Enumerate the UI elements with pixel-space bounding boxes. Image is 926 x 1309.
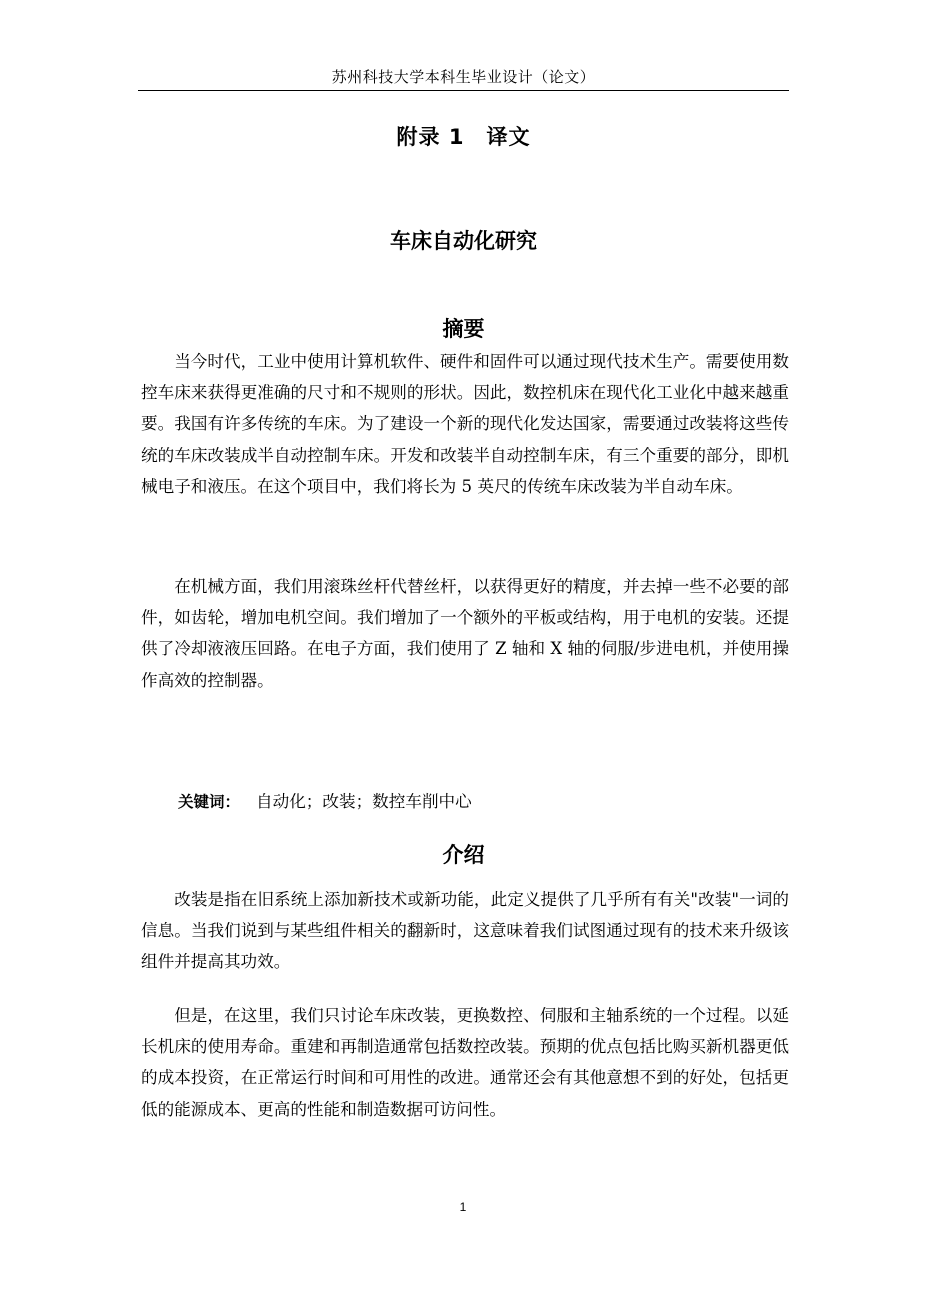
paper-title: 车床自动化研究 xyxy=(390,229,537,253)
appendix-title-text: 译文 xyxy=(486,125,531,149)
running-header: 苏州科技大学本科生毕业设计（论文） xyxy=(138,66,789,91)
introduction-paragraph: 但是，在这里，我们只讨论车床改装，更换数控、伺服和主轴系统的一个过程。以延长机床的使用寿命。重建和再制造通常包括数控改装。预期的优点包括比购买新机器更低的成本投资，在正常运行时间和可用性的改进。通常还会有其他意想不到的好处，包括更低的能源成本、更高的性能和制造数据可访问性。 xyxy=(141,1006,789,1119)
abstract-paragraph: 当今时代，工业中使用计算机软件、硬件和固件可以通过现代技术生产。需要使用数控车床来获得更准确的尺寸和不规则的形状。因此，数控机床在现代化工业化中越来越重要。我国有许多传统的车床。为了建设一个新的现代化发达国家，需要通过改装将这些传统的车床改装成半自动控制车床。开发和改装半自动控制车床，有三个重要的部分，即机械电子和液压。在这个项目中，我们将长为 5 英尺的传统车床改装为半自动车床。 xyxy=(141,352,789,496)
keywords-label: 关键词： xyxy=(178,793,241,811)
abstract-paragraph: 在机械方面，我们用滚珠丝杆代替丝杆，以获得更好的精度，并去掉一些不必要的部件，如齿轮，增加电机空间。我们增加了一个额外的平板或结构，用于电机的安装。还提供了冷却液液压回路。在电子方面，我们使用了 Z 轴和 X 轴的伺服/步进电机，并使用操作高效的控制器。 xyxy=(141,577,789,690)
introduction-paragraph: 改装是指在旧系统上添加新技术或新功能，此定义提供了几乎所有有关"改装"一词的信息。当我们说到与某些组件相关的翻新时，这意味着我们试图通过现有的技术来升级该组件并提高其功效。 xyxy=(141,890,789,972)
keywords xyxy=(178,788,472,816)
appendix-label: 附录 1 xyxy=(396,125,465,149)
introduction-heading: 介绍 xyxy=(442,843,485,867)
keywords-value: 自动化；改装；数控车削中心 xyxy=(256,792,472,811)
abstract-heading: 摘要 xyxy=(442,317,485,341)
page-number: 1 xyxy=(459,1200,467,1214)
appendix-title xyxy=(138,122,789,152)
